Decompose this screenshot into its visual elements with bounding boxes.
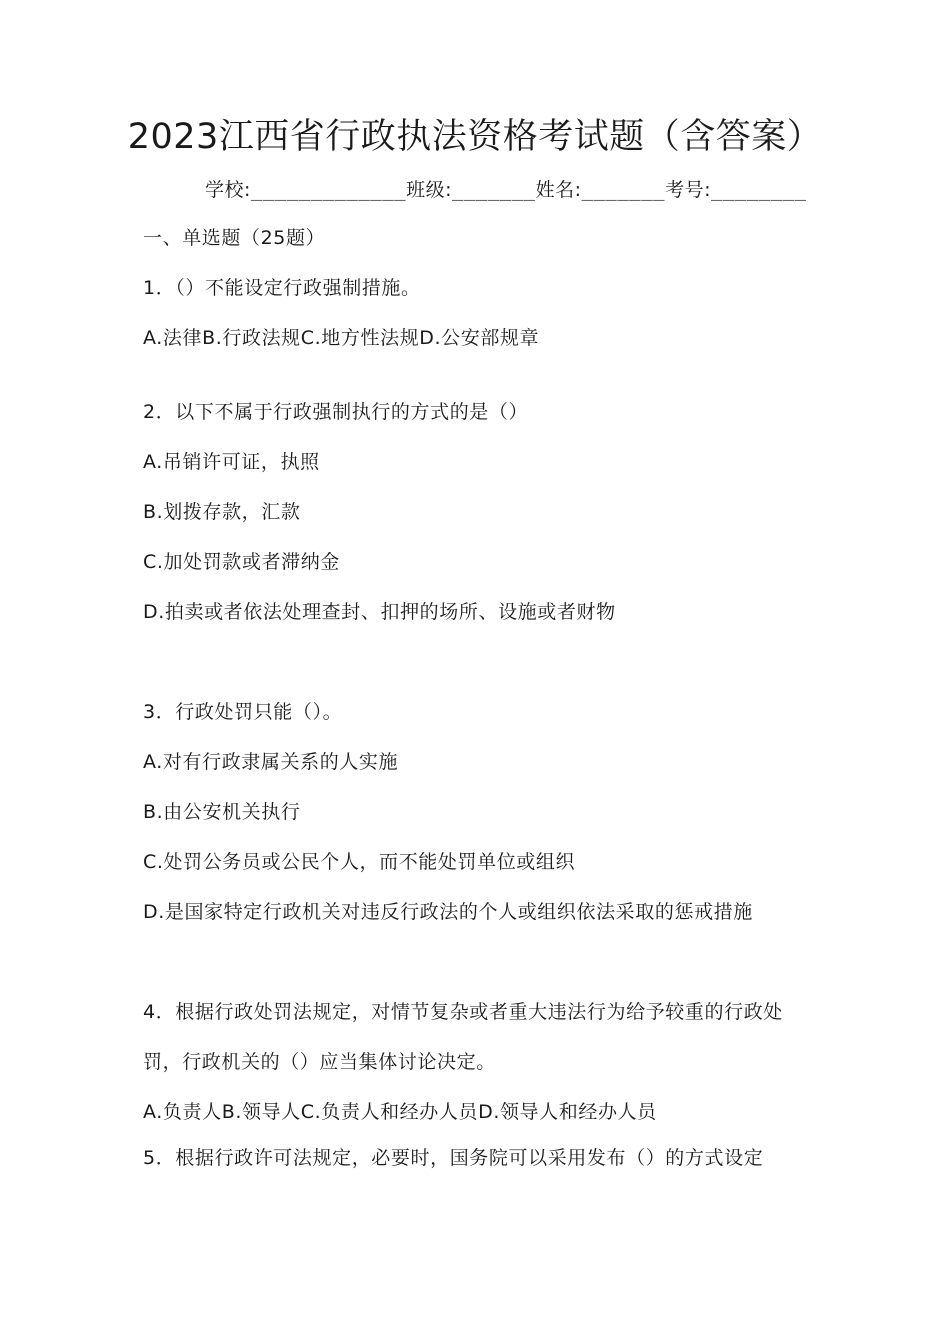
question-1: 1．（）不能设定行政强制措施。 — [143, 277, 421, 299]
question-1-options: A.法律B.行政法规C.地方性法规D.公安部规章 — [143, 327, 540, 349]
question-3-option-d: D.是国家特定行政机关对违反行政法的个人或组织依法采取的惩戒措施 — [143, 901, 753, 923]
section-heading: 一、单选题（25题） — [143, 227, 326, 249]
student-info-line — [205, 176, 807, 204]
document-title: 2023江西省行政执法资格考试题（含答案） — [127, 117, 823, 157]
school-blank: _____________ — [250, 179, 407, 201]
question-4-options: A.负责人B.领导人C.负责人和经办人员D.领导人和经办人员 — [143, 1101, 657, 1123]
exam-number-label: 考号: — [665, 179, 711, 201]
question-2-option-b: B.划拨存款，汇款 — [143, 501, 301, 523]
name-label: 姓名: — [535, 179, 582, 201]
class-label: 班级: — [406, 179, 453, 201]
question-2: 2．以下不属于行政强制执行的方式的是（） — [143, 401, 529, 423]
question-4: 4．根据行政处罚法规定，对情节复杂或者重大违法行为给予较重的行政处 — [143, 1001, 783, 1023]
question-2-option-d: D.拍卖或者依法处理查封、扣押的场所、设施或者财物 — [143, 601, 616, 623]
question-2-option-a: A.吊销许可证，执照 — [143, 451, 320, 473]
question-3-option-c: C.处罚公务员或公民个人，而不能处罚单位或组织 — [143, 851, 576, 873]
question-2-option-c: C.加处罚款或者滞纳金 — [143, 551, 340, 573]
school-label: 学校: — [205, 179, 251, 201]
question-5: 5．根据行政许可法规定，必要时，国务院可以采用发布（）的方式设定 — [143, 1147, 764, 1169]
question-3: 3．行政处罚只能（）。 — [143, 701, 343, 723]
question-3-option-b: B.由公安机关执行 — [143, 801, 301, 823]
exam-number-blank: ________ — [711, 179, 807, 201]
name-blank: _______ — [581, 179, 666, 201]
question-4-continued: 罚，行政机关的（）应当集体讨论决定。 — [143, 1051, 496, 1073]
class-blank: _______ — [452, 179, 536, 201]
question-3-option-a: A.对有行政隶属关系的人实施 — [143, 751, 399, 773]
